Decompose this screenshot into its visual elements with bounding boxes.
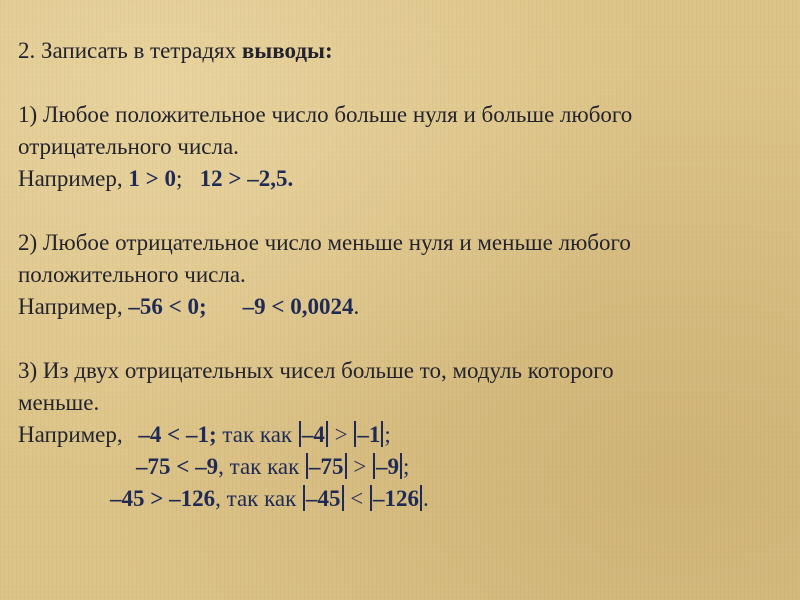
rule3-example-1: [18, 421, 391, 449]
abs-bar: [373, 453, 375, 479]
example-separator: ;: [176, 166, 200, 191]
example-label: Например,: [18, 422, 129, 447]
rule2-example-2: –9 < 0,0024: [242, 294, 354, 319]
ex1-a: –4: [301, 422, 325, 447]
ex2-a: –75: [309, 454, 344, 479]
ex2-b: –9: [376, 454, 400, 479]
ex2-end: ;: [403, 454, 410, 479]
abs-bar: [299, 421, 301, 447]
ex1-op: >: [328, 422, 354, 447]
abs-bar: [342, 485, 344, 511]
rule1-example-1: 1 > 0: [128, 166, 177, 191]
heading: [18, 37, 333, 65]
ex1-because: так как: [216, 422, 298, 447]
ex1-end: ;: [384, 422, 391, 447]
abs-bar: [326, 421, 328, 447]
rule1-line2: отрицательного числа.: [18, 134, 239, 159]
ex1-inequality: –4 < –1;: [138, 422, 217, 447]
example-label: Например,: [18, 166, 129, 191]
ex2-inequality: –75 < –9: [136, 454, 219, 479]
abs-bar: [370, 485, 372, 511]
ex2-because: , так как: [218, 454, 306, 479]
rule1-line1: 1) Любое положительное число больше нуля и больше любого: [18, 102, 633, 127]
ex1-b: –1: [357, 422, 381, 447]
rule2-line1: 2) Любое отрицательное число меньше нуля и меньше любого: [18, 230, 631, 255]
abs-bar: [420, 485, 422, 511]
abs-bar: [345, 453, 347, 479]
heading-emphasis: выводы:: [241, 38, 333, 63]
ex3-a: –45: [306, 486, 341, 511]
ex3-because: , так как: [215, 486, 303, 511]
ex3-op: <: [344, 486, 370, 511]
rule2-example-1: –56 < 0;: [128, 294, 207, 319]
rule1-example-2: 12 > –2,5.: [199, 166, 294, 191]
ex3-inequality: –45 > –126: [110, 486, 216, 511]
rule2-example: [18, 293, 359, 321]
ex3-end: .: [423, 486, 429, 511]
ex3-b: –126: [373, 486, 420, 511]
rule3-line1: 3) Из двух отрицательных чисел больше то, модуль которого: [18, 358, 614, 383]
rule3-line2: меньше.: [18, 390, 100, 415]
ex2-op: >: [347, 454, 373, 479]
rule3-example-2: [136, 453, 409, 481]
rule2-line2: положительного числа.: [18, 262, 246, 287]
abs-bar: [306, 453, 308, 479]
rule2-example-end: .: [353, 294, 360, 319]
example-label: Например,: [18, 294, 129, 319]
heading-prefix: 2. Записать в тетрадях: [18, 38, 242, 63]
abs-bar: [303, 485, 305, 511]
abs-bar: [400, 453, 402, 479]
rule3-example-3: [110, 485, 429, 513]
rule1-example: [18, 165, 293, 193]
